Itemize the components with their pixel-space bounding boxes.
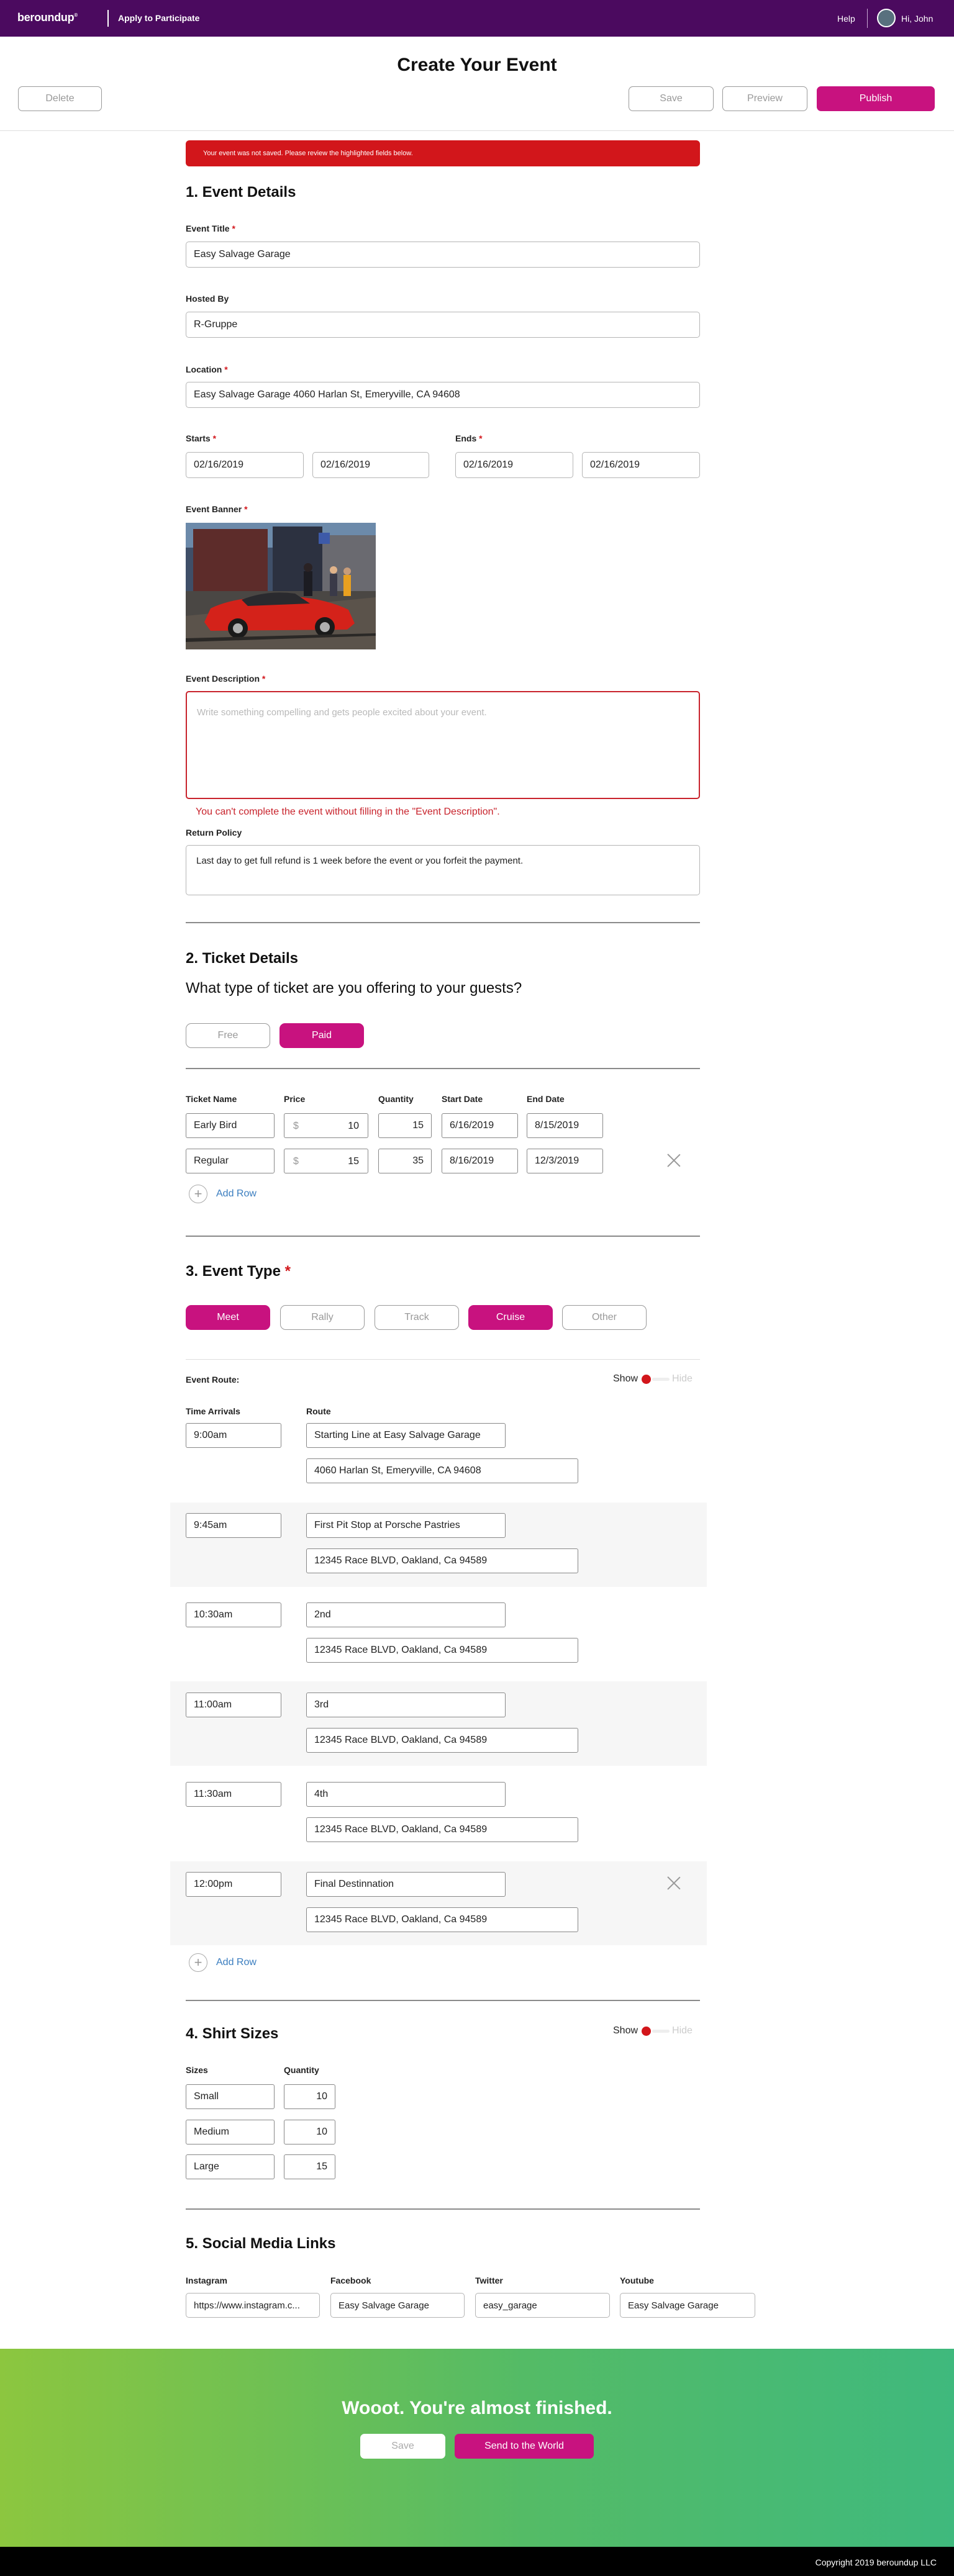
ticket-end-date-input[interactable]: 8/15/2019 bbox=[527, 1113, 603, 1138]
ticket-question: What type of ticket are you offering to your guests? bbox=[186, 980, 522, 997]
ticket-divider bbox=[186, 1068, 700, 1069]
hosted-by-label: Hosted By bbox=[186, 294, 229, 304]
shirt-show-hide-toggle[interactable] bbox=[613, 2025, 693, 2036]
hide-label: Hide bbox=[672, 1373, 693, 1384]
apply-to-participate-link[interactable]: Apply to Participate bbox=[118, 13, 200, 23]
event-details-heading: 1. Event Details bbox=[186, 184, 296, 201]
starts-date-input[interactable]: 02/16/2019 bbox=[186, 452, 304, 478]
youtube-input[interactable]: Easy Salvage Garage bbox=[620, 2293, 755, 2318]
start-date-header: Start Date bbox=[442, 1094, 483, 1104]
stop-address-input[interactable]: 12345 Race BLVD, Oakland, Ca 94589 bbox=[306, 1728, 578, 1753]
shirt-size-input[interactable]: Small bbox=[186, 2084, 275, 2109]
event-title-input[interactable]: Easy Salvage Garage bbox=[186, 242, 700, 268]
youtube-label: Youtube bbox=[620, 2275, 654, 2285]
error-banner: Your event was not saved. Please review the highlighted fields below. bbox=[186, 140, 700, 166]
remove-route-row-icon[interactable] bbox=[667, 1876, 681, 1890]
stop-name-input[interactable]: Starting Line at Easy Salvage Garage bbox=[306, 1423, 506, 1448]
stop-name-input[interactable]: 2nd bbox=[306, 1602, 506, 1627]
user-greeting[interactable]: Hi, John bbox=[901, 14, 934, 24]
shirt-quantity-header: Quantity bbox=[284, 2065, 319, 2075]
stop-address-input[interactable]: 12345 Race BLVD, Oakland, Ca 94589 bbox=[306, 1638, 578, 1663]
page-title: Create Your Event bbox=[397, 55, 557, 75]
type-cruise-button[interactable]: Cruise bbox=[468, 1305, 553, 1330]
toggle-knob bbox=[642, 2027, 651, 2036]
section-divider bbox=[186, 2000, 700, 2001]
time-arrivals-header: Time Arrivals bbox=[186, 1406, 240, 1416]
event-route-label: Event Route: bbox=[186, 1375, 240, 1385]
stop-name-input[interactable]: Final Destinnation bbox=[306, 1872, 506, 1897]
stop-name-input[interactable]: First Pit Stop at Porsche Pastries bbox=[306, 1513, 506, 1538]
shirt-quantity-input[interactable]: 15 bbox=[284, 2154, 335, 2179]
hide-label: Hide bbox=[672, 2025, 693, 2036]
sizes-header: Sizes bbox=[186, 2065, 208, 2075]
free-ticket-button[interactable]: Free bbox=[186, 1023, 270, 1048]
remove-row-icon[interactable] bbox=[667, 1154, 681, 1167]
stop-address-input[interactable]: 4060 Harlan St, Emeryville, CA 94608 bbox=[306, 1458, 578, 1483]
hosted-by-input[interactable]: R-Gruppe bbox=[186, 312, 700, 338]
event-title-label: Event Title * bbox=[186, 224, 235, 233]
toggle-track bbox=[652, 2030, 670, 2033]
nav-divider bbox=[107, 10, 109, 27]
shirt-quantity-input[interactable]: 10 bbox=[284, 2084, 335, 2109]
stop-address-input[interactable]: 12345 Race BLVD, Oakland, Ca 94589 bbox=[306, 1907, 578, 1932]
ticket-start-date-input[interactable]: 8/16/2019 bbox=[442, 1149, 518, 1173]
event-description-error: You can't complete the event without filling in the "Event Description". bbox=[196, 807, 500, 817]
event-banner-label: Event Banner * bbox=[186, 504, 248, 514]
add-route-row-button[interactable] bbox=[189, 1953, 257, 1972]
arrival-time-input[interactable]: 12:00pm bbox=[186, 1872, 281, 1897]
show-label: Show bbox=[613, 2025, 638, 2036]
arrival-time-input[interactable]: 9:45am bbox=[186, 1513, 281, 1538]
section-divider bbox=[186, 922, 700, 923]
finish-title: Wooot. You're almost finished. bbox=[342, 2398, 612, 2418]
ticket-price-input[interactable]: $ 15 bbox=[284, 1149, 368, 1173]
ends-label: Ends * bbox=[455, 433, 483, 443]
event-banner-image[interactable] bbox=[186, 523, 376, 649]
header-divider bbox=[0, 130, 954, 131]
location-label: Location * bbox=[186, 364, 228, 374]
publish-button[interactable]: Publish bbox=[817, 86, 935, 111]
finish-save-button[interactable]: Save bbox=[360, 2434, 445, 2459]
plus-icon: + bbox=[189, 1185, 207, 1203]
route-header: Route bbox=[306, 1406, 331, 1416]
social-links-heading: 5. Social Media Links bbox=[186, 2235, 336, 2252]
stop-name-input[interactable]: 3rd bbox=[306, 1692, 506, 1717]
plus-icon: + bbox=[189, 1953, 207, 1972]
save-button[interactable]: Save bbox=[629, 86, 714, 111]
instagram-label: Instagram bbox=[186, 2275, 227, 2285]
ticket-price-input[interactable]: $ 10 bbox=[284, 1113, 368, 1138]
footer bbox=[0, 2547, 954, 2576]
route-show-hide-toggle[interactable] bbox=[613, 1373, 693, 1385]
ends-date2-input[interactable]: 02/16/2019 bbox=[582, 452, 700, 478]
ticket-quantity-input[interactable]: 15 bbox=[378, 1113, 432, 1138]
stop-address-input[interactable]: 12345 Race BLVD, Oakland, Ca 94589 bbox=[306, 1548, 578, 1573]
shirt-quantity-input[interactable]: 10 bbox=[284, 2120, 335, 2144]
quantity-header: Quantity bbox=[378, 1094, 414, 1104]
return-policy-textarea[interactable]: Last day to get full refund is 1 week before the event or you forfeit the payment. bbox=[186, 845, 700, 895]
avatar[interactable] bbox=[877, 9, 896, 27]
location-input[interactable]: Easy Salvage Garage 4060 Harlan St, Emeryville, CA 94608 bbox=[186, 382, 700, 408]
shirt-size-input[interactable]: Medium bbox=[186, 2120, 275, 2144]
toggle-knob bbox=[642, 1375, 651, 1384]
type-other-button[interactable]: Other bbox=[562, 1305, 647, 1330]
type-rally-button[interactable]: Rally bbox=[280, 1305, 365, 1330]
top-nav-bar bbox=[0, 0, 954, 37]
ticket-end-date-input[interactable]: 12/3/2019 bbox=[527, 1149, 603, 1173]
logo[interactable]: beroundup® bbox=[17, 11, 78, 24]
instagram-input[interactable]: https://www.instagram.c... bbox=[186, 2293, 320, 2318]
type-meet-button[interactable]: Meet bbox=[186, 1305, 270, 1330]
return-policy-label: Return Policy bbox=[186, 828, 242, 838]
twitter-label: Twitter bbox=[475, 2275, 503, 2285]
arrival-time-input[interactable]: 11:00am bbox=[186, 1692, 281, 1717]
copyright-text: Copyright 2019 beroundup LLC bbox=[815, 2557, 937, 2567]
show-label: Show bbox=[613, 1373, 638, 1384]
ticket-name-header: Ticket Name bbox=[186, 1094, 237, 1104]
add-row-label: Add Row bbox=[216, 1188, 257, 1199]
event-type-heading: 3. Event Type * bbox=[186, 1263, 291, 1280]
arrival-time-input[interactable]: 10:30am bbox=[186, 1602, 281, 1627]
event-description-placeholder: Write something compelling and gets people excited about your event. bbox=[197, 707, 487, 718]
shirt-sizes-heading: 4. Shirt Sizes bbox=[186, 2025, 279, 2042]
section-divider bbox=[186, 2208, 700, 2210]
ticket-name-input[interactable]: Regular bbox=[186, 1149, 275, 1173]
starts-date2-input[interactable]: 02/16/2019 bbox=[312, 452, 429, 478]
route-divider bbox=[186, 1359, 700, 1360]
price-header: Price bbox=[284, 1094, 306, 1104]
arrival-time-input[interactable]: 9:00am bbox=[186, 1423, 281, 1448]
add-ticket-row-button[interactable] bbox=[189, 1185, 257, 1203]
event-banner-photo bbox=[186, 523, 376, 649]
ticket-name-input[interactable]: Early Bird bbox=[186, 1113, 275, 1138]
add-row-label: Add Row bbox=[216, 1957, 257, 1968]
stop-name-input[interactable]: 4th bbox=[306, 1782, 506, 1807]
facebook-label: Facebook bbox=[330, 2275, 371, 2285]
type-track-button[interactable]: Track bbox=[375, 1305, 459, 1330]
ticket-quantity-input[interactable]: 35 bbox=[378, 1149, 432, 1173]
nav-divider-right bbox=[867, 9, 868, 28]
ticket-details-heading: 2. Ticket Details bbox=[186, 950, 298, 967]
arrival-time-input[interactable]: 11:30am bbox=[186, 1782, 281, 1807]
event-description-textarea[interactable] bbox=[186, 691, 700, 799]
ticket-start-date-input[interactable]: 6/16/2019 bbox=[442, 1113, 518, 1138]
stop-address-input[interactable]: 12345 Race BLVD, Oakland, Ca 94589 bbox=[306, 1817, 578, 1842]
end-date-header: End Date bbox=[527, 1094, 565, 1104]
ends-date-input[interactable]: 02/16/2019 bbox=[455, 452, 573, 478]
preview-button[interactable]: Preview bbox=[722, 86, 807, 111]
toggle-track bbox=[652, 1378, 670, 1381]
section-divider bbox=[186, 1236, 700, 1237]
starts-label: Starts * bbox=[186, 433, 217, 443]
send-to-world-button[interactable]: Send to the World bbox=[455, 2434, 594, 2459]
facebook-input[interactable]: Easy Salvage Garage bbox=[330, 2293, 465, 2318]
help-link[interactable]: Help bbox=[837, 14, 855, 24]
delete-button[interactable]: Delete bbox=[18, 86, 102, 111]
paid-ticket-button[interactable]: Paid bbox=[279, 1023, 364, 1048]
twitter-input[interactable]: easy_garage bbox=[475, 2293, 610, 2318]
event-description-label: Event Description * bbox=[186, 674, 266, 684]
shirt-size-input[interactable]: Large bbox=[186, 2154, 275, 2179]
